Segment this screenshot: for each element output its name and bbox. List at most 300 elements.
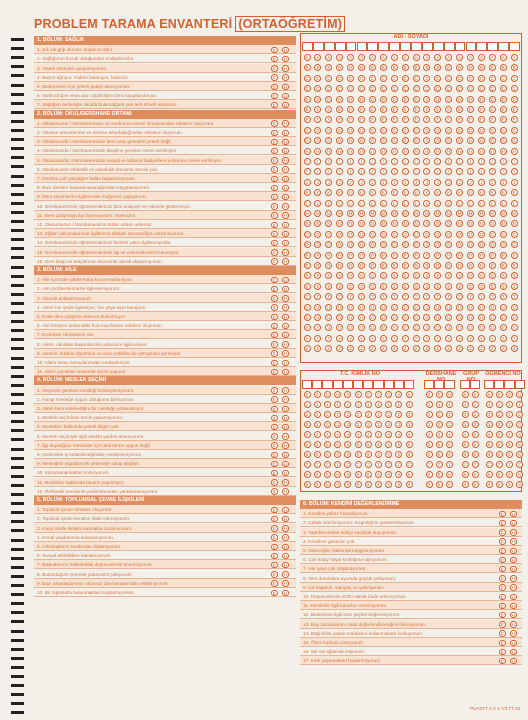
name-letter-bubble[interactable]: V [423, 324, 430, 331]
name-letter-bubble[interactable]: Ü [479, 315, 483, 320]
id-digit-bubble[interactable]: 7 [516, 461, 523, 468]
name-letter-bubble[interactable]: G [348, 127, 353, 133]
id-digit-bubble[interactable]: 2 [406, 411, 413, 418]
answer-bubble-no[interactable]: H [283, 250, 287, 256]
name-letter-bubble[interactable]: K [347, 189, 354, 196]
id-digit-bubble[interactable]: 8 [344, 471, 351, 478]
name-letter-bubble[interactable]: E [423, 106, 430, 113]
name-letter-bubble[interactable]: Z [369, 345, 376, 352]
name-letter-bubble[interactable]: D [512, 96, 516, 102]
name-letter-bubble[interactable]: S [336, 272, 343, 279]
id-digit-bubble[interactable]: 9 [516, 481, 523, 488]
name-letter-bubble[interactable]: A [467, 54, 474, 61]
id-write-box[interactable] [515, 380, 525, 389]
id-digit-bubble[interactable]: 2 [375, 411, 382, 418]
name-letter-bubble[interactable]: C [381, 75, 385, 81]
name-letter-bubble[interactable]: Ğ [425, 138, 429, 144]
name-letter-bubble[interactable]: Ş [478, 283, 485, 290]
name-letter-bubble[interactable]: F [434, 116, 441, 123]
name-letter-bubble[interactable]: O [381, 231, 385, 237]
answer-bubble-yes[interactable]: E [272, 286, 276, 292]
name-letter-bubble[interactable]: B [478, 64, 485, 71]
id-digit-bubble[interactable]: 0 [486, 391, 493, 398]
id-digit-bubble[interactable]: 0 [385, 391, 392, 398]
name-letter-bubble[interactable]: Ö [403, 242, 407, 248]
name-letter-bubble[interactable]: İ [358, 168, 365, 175]
name-letter-bubble[interactable]: M [316, 211, 320, 216]
name-letter-bubble[interactable]: T [347, 293, 354, 300]
id-digit-bubble[interactable]: 3 [436, 421, 443, 428]
id-digit-bubble[interactable]: 0 [436, 391, 443, 398]
id-digit-bubble[interactable]: 5 [506, 441, 513, 448]
name-letter-bubble[interactable]: M [457, 211, 462, 216]
answer-bubble-no[interactable]: H [511, 520, 515, 526]
name-letter-bubble[interactable]: L [325, 200, 332, 207]
id-digit-bubble[interactable]: 9 [365, 481, 372, 488]
answer-bubble-yes[interactable]: E [272, 415, 276, 421]
name-write-box[interactable] [444, 42, 455, 51]
name-letter-bubble[interactable]: Z [325, 345, 332, 352]
id-digit-bubble[interactable]: 3 [314, 421, 321, 428]
name-letter-bubble[interactable]: B [304, 64, 311, 71]
name-letter-bubble[interactable]: Ğ [305, 138, 309, 144]
id-digit-bubble[interactable]: 3 [355, 421, 362, 428]
answer-bubble-yes[interactable]: E [272, 66, 276, 72]
id-digit-bubble[interactable]: 9 [344, 481, 351, 488]
answer-bubble-yes[interactable]: E [500, 576, 504, 582]
name-letter-bubble[interactable]: G [425, 127, 429, 133]
answer-bubble-no[interactable]: H [283, 397, 287, 403]
answer-bubble-yes[interactable]: E [272, 47, 276, 53]
id-write-box[interactable] [373, 380, 383, 389]
name-letter-bubble[interactable]: N [512, 221, 516, 227]
name-letter-bubble[interactable]: E [500, 106, 507, 113]
name-letter-bubble[interactable]: G [392, 127, 396, 133]
name-letter-bubble[interactable]: Y [336, 335, 343, 342]
name-letter-bubble[interactable]: Ğ [316, 138, 320, 144]
name-letter-bubble[interactable]: U [381, 304, 385, 310]
name-letter-bubble[interactable]: G [447, 127, 451, 133]
name-letter-bubble[interactable]: V [456, 324, 463, 331]
name-letter-bubble[interactable]: A [445, 54, 452, 61]
name-write-box[interactable] [357, 42, 368, 51]
name-letter-bubble[interactable]: Ö [490, 242, 494, 248]
name-letter-bubble[interactable]: O [479, 231, 484, 237]
name-letter-bubble[interactable]: S [314, 272, 321, 279]
name-letter-bubble[interactable]: V [467, 324, 474, 331]
name-letter-bubble[interactable]: H [381, 148, 385, 154]
id-digit-bubble[interactable]: 4 [344, 431, 351, 438]
id-digit-bubble[interactable]: 2 [395, 411, 402, 418]
name-letter-bubble[interactable]: D [468, 96, 473, 102]
answer-bubble-no[interactable]: H [283, 296, 287, 302]
name-letter-bubble[interactable]: Ş [369, 283, 376, 290]
name-letter-bubble[interactable]: I [391, 158, 398, 165]
answer-bubble-no[interactable]: H [283, 167, 287, 173]
name-letter-bubble[interactable]: P [325, 252, 332, 259]
id-write-box[interactable] [404, 380, 414, 389]
name-letter-bubble[interactable]: Y [358, 335, 365, 342]
name-letter-bubble[interactable]: Z [467, 345, 474, 352]
name-letter-bubble[interactable]: G [403, 127, 407, 133]
id-digit-bubble[interactable]: 9 [472, 481, 479, 488]
name-letter-bubble[interactable]: K [467, 189, 474, 196]
name-letter-bubble[interactable]: J [456, 179, 463, 186]
name-letter-bubble[interactable]: D [370, 96, 374, 102]
name-letter-bubble[interactable]: S [358, 272, 365, 279]
name-letter-bubble[interactable]: Ğ [381, 138, 385, 144]
id-write-box[interactable] [363, 380, 373, 389]
name-letter-bubble[interactable]: B [347, 64, 354, 71]
id-digit-bubble[interactable]: 2 [355, 411, 362, 418]
name-letter-bubble[interactable]: Ğ [436, 138, 440, 144]
answer-bubble-yes[interactable]: E [500, 594, 504, 600]
name-letter-bubble[interactable]: U [370, 304, 374, 310]
answer-bubble-yes[interactable]: E [272, 406, 276, 412]
answer-bubble-yes[interactable]: E [500, 566, 504, 572]
name-write-box[interactable] [455, 42, 466, 51]
name-letter-bubble[interactable]: U [458, 304, 462, 310]
answer-bubble-yes[interactable]: E [272, 535, 276, 541]
name-letter-bubble[interactable]: M [381, 211, 386, 216]
name-letter-bubble[interactable]: V [434, 324, 441, 331]
name-letter-bubble[interactable]: T [511, 293, 518, 300]
name-letter-bubble[interactable]: Y [434, 335, 441, 342]
id-digit-bubble[interactable]: 8 [324, 471, 331, 478]
name-letter-bubble[interactable]: I [434, 158, 441, 165]
answer-bubble-yes[interactable]: E [272, 139, 276, 145]
id-digit-bubble[interactable]: 5 [462, 441, 469, 448]
name-letter-bubble[interactable]: İ [336, 168, 343, 175]
name-letter-bubble[interactable]: T [456, 293, 463, 300]
name-letter-bubble[interactable]: Ü [338, 315, 342, 320]
id-digit-bubble[interactable]: 0 [395, 391, 402, 398]
id-digit-bubble[interactable]: 3 [334, 421, 341, 428]
name-letter-bubble[interactable]: F [423, 116, 430, 123]
name-letter-bubble[interactable]: Ç [349, 86, 353, 92]
name-letter-bubble[interactable]: Ö [501, 242, 505, 248]
name-write-box[interactable] [313, 42, 324, 51]
name-letter-bubble[interactable]: K [314, 189, 321, 196]
name-letter-bubble[interactable]: K [325, 189, 332, 196]
name-letter-bubble[interactable]: S [434, 272, 441, 279]
name-letter-bubble[interactable]: İ [325, 168, 332, 175]
answer-bubble-no[interactable]: H [283, 194, 287, 200]
name-letter-bubble[interactable]: M [403, 211, 407, 216]
name-letter-bubble[interactable]: O [501, 231, 505, 237]
name-letter-bubble[interactable]: G [305, 127, 309, 133]
answer-bubble-yes[interactable]: E [272, 176, 276, 182]
name-letter-bubble[interactable]: Ğ [392, 138, 396, 144]
id-digit-bubble[interactable]: 7 [395, 461, 402, 468]
name-letter-bubble[interactable]: U [349, 304, 353, 310]
name-letter-bubble[interactable]: C [349, 75, 353, 81]
answer-bubble-yes[interactable]: E [500, 585, 504, 591]
id-digit-bubble[interactable]: 8 [334, 471, 341, 478]
name-letter-bubble[interactable]: D [414, 96, 418, 102]
name-letter-bubble[interactable]: Ü [414, 315, 418, 320]
name-letter-bubble[interactable]: H [338, 148, 342, 154]
id-digit-bubble[interactable]: 1 [385, 401, 392, 408]
name-write-box[interactable] [411, 42, 422, 51]
name-letter-bubble[interactable]: U [338, 304, 342, 310]
name-write-box[interactable] [302, 42, 313, 51]
name-letter-bubble[interactable]: Ü [370, 315, 374, 320]
name-letter-bubble[interactable]: Y [423, 335, 430, 342]
name-write-box[interactable] [509, 42, 520, 51]
name-letter-bubble[interactable]: Z [413, 345, 420, 352]
name-letter-bubble[interactable]: U [468, 304, 473, 310]
answer-bubble-no[interactable]: H [283, 259, 287, 265]
name-letter-bubble[interactable]: P [445, 252, 452, 259]
name-write-box[interactable] [335, 42, 346, 51]
name-write-box[interactable] [498, 42, 509, 51]
name-letter-bubble[interactable]: U [479, 304, 483, 310]
answer-bubble-no[interactable]: H [283, 286, 287, 292]
name-letter-bubble[interactable]: P [467, 252, 474, 259]
name-letter-bubble[interactable]: T [402, 293, 409, 300]
name-letter-bubble[interactable]: Ü [403, 315, 407, 320]
name-letter-bubble[interactable]: V [489, 324, 496, 331]
id-digit-bubble[interactable]: 4 [395, 431, 402, 438]
id-digit-bubble[interactable]: 4 [506, 431, 513, 438]
id-digit-bubble[interactable]: 9 [395, 481, 402, 488]
name-letter-bubble[interactable]: M [327, 211, 331, 216]
answer-bubble-no[interactable]: H [511, 649, 515, 655]
name-letter-bubble[interactable]: A [304, 54, 311, 61]
name-letter-bubble[interactable]: Ş [434, 283, 441, 290]
name-letter-bubble[interactable]: F [304, 116, 311, 123]
id-digit-bubble[interactable]: 9 [462, 481, 469, 488]
name-letter-bubble[interactable]: A [369, 54, 376, 61]
name-letter-bubble[interactable]: S [445, 272, 452, 279]
id-write-box[interactable] [384, 380, 394, 389]
id-digit-bubble[interactable]: 5 [406, 441, 413, 448]
id-digit-bubble[interactable]: 1 [304, 401, 311, 408]
id-digit-bubble[interactable]: 4 [472, 431, 479, 438]
id-digit-bubble[interactable]: 7 [406, 461, 413, 468]
name-letter-bubble[interactable]: B [358, 64, 365, 71]
answer-bubble-no[interactable]: H [283, 590, 287, 596]
id-digit-bubble[interactable]: 4 [304, 431, 311, 438]
name-letter-bubble[interactable]: V [478, 324, 485, 331]
answer-bubble-yes[interactable]: E [500, 612, 504, 618]
name-letter-bubble[interactable]: E [434, 106, 441, 113]
name-letter-bubble[interactable]: D [381, 96, 385, 102]
name-letter-bubble[interactable]: E [402, 106, 409, 113]
name-letter-bubble[interactable]: L [369, 200, 376, 207]
id-digit-bubble[interactable]: 7 [486, 461, 493, 468]
name-letter-bubble[interactable]: F [500, 116, 507, 123]
name-letter-bubble[interactable]: İ [314, 168, 321, 175]
answer-bubble-yes[interactable]: E [500, 511, 504, 517]
name-write-box[interactable] [367, 42, 378, 51]
id-digit-bubble[interactable]: 9 [496, 481, 503, 488]
answer-bubble-yes[interactable]: E [272, 231, 276, 237]
name-letter-bubble[interactable]: U [305, 304, 309, 310]
name-letter-bubble[interactable]: R [425, 263, 429, 268]
name-letter-bubble[interactable]: J [402, 179, 409, 186]
answer-bubble-no[interactable]: H [283, 470, 287, 476]
name-letter-bubble[interactable]: B [402, 64, 409, 71]
answer-bubble-no[interactable]: H [511, 548, 515, 554]
name-letter-bubble[interactable]: J [336, 179, 343, 186]
name-letter-bubble[interactable]: M [337, 211, 342, 216]
answer-bubble-yes[interactable]: E [272, 259, 276, 265]
name-letter-bubble[interactable]: D [392, 96, 396, 102]
name-letter-bubble[interactable]: P [347, 252, 354, 259]
name-letter-bubble[interactable]: Z [380, 345, 387, 352]
name-letter-bubble[interactable]: Ş [325, 283, 332, 290]
id-digit-bubble[interactable]: 5 [426, 441, 433, 448]
name-letter-bubble[interactable]: V [347, 324, 354, 331]
name-letter-bubble[interactable]: H [512, 148, 516, 154]
id-digit-bubble[interactable]: 8 [436, 471, 443, 478]
name-letter-bubble[interactable]: B [413, 64, 420, 71]
id-digit-bubble[interactable]: 0 [506, 391, 513, 398]
name-letter-bubble[interactable]: N [468, 221, 473, 227]
name-letter-bubble[interactable]: Ö [457, 242, 462, 248]
name-letter-bubble[interactable]: F [336, 116, 343, 123]
name-letter-bubble[interactable]: İ [511, 168, 518, 175]
id-digit-bubble[interactable]: 0 [314, 391, 321, 398]
name-letter-bubble[interactable]: Ş [456, 283, 463, 290]
name-letter-bubble[interactable]: R [458, 263, 462, 268]
name-letter-bubble[interactable]: C [468, 75, 473, 81]
name-letter-bubble[interactable]: H [414, 148, 418, 154]
name-letter-bubble[interactable]: P [423, 252, 430, 259]
answer-bubble-yes[interactable]: E [272, 250, 276, 256]
name-letter-bubble[interactable]: K [304, 189, 311, 196]
name-letter-bubble[interactable]: I [456, 158, 463, 165]
name-letter-bubble[interactable]: P [391, 252, 398, 259]
id-digit-bubble[interactable]: 2 [365, 411, 372, 418]
name-letter-bubble[interactable]: İ [445, 168, 452, 175]
answer-bubble-yes[interactable]: E [272, 130, 276, 136]
name-letter-bubble[interactable]: F [358, 116, 365, 123]
name-letter-bubble[interactable]: N [425, 221, 429, 227]
id-digit-bubble[interactable]: 6 [324, 451, 331, 458]
name-letter-bubble[interactable]: Ş [391, 283, 398, 290]
id-digit-bubble[interactable]: 9 [375, 481, 382, 488]
id-digit-bubble[interactable]: 3 [516, 421, 523, 428]
id-digit-bubble[interactable]: 9 [314, 481, 321, 488]
name-letter-bubble[interactable]: H [370, 148, 374, 154]
answer-bubble-no[interactable]: H [511, 511, 515, 517]
name-letter-bubble[interactable]: A [478, 54, 485, 61]
id-digit-bubble[interactable]: 5 [314, 441, 321, 448]
answer-bubble-no[interactable]: H [283, 434, 287, 440]
name-letter-bubble[interactable]: T [478, 293, 485, 300]
name-letter-bubble[interactable]: I [358, 158, 365, 165]
name-letter-bubble[interactable]: R [338, 263, 342, 268]
id-digit-bubble[interactable]: 6 [395, 451, 402, 458]
id-digit-bubble[interactable]: 1 [496, 401, 503, 408]
name-letter-bubble[interactable]: Ö [338, 242, 342, 248]
name-letter-bubble[interactable]: İ [369, 168, 376, 175]
answer-bubble-yes[interactable]: E [500, 640, 504, 646]
answer-bubble-no[interactable]: H [283, 461, 287, 467]
name-letter-bubble[interactable]: T [336, 293, 343, 300]
id-digit-bubble[interactable]: 6 [375, 451, 382, 458]
name-letter-bubble[interactable]: N [370, 221, 374, 227]
id-digit-bubble[interactable]: 5 [385, 441, 392, 448]
answer-bubble-yes[interactable]: E [272, 75, 276, 81]
answer-bubble-no[interactable]: H [283, 452, 287, 458]
id-digit-bubble[interactable]: 4 [385, 431, 392, 438]
id-digit-bubble[interactable]: 8 [314, 471, 321, 478]
answer-bubble-no[interactable]: H [283, 121, 287, 127]
id-digit-bubble[interactable]: 1 [395, 401, 402, 408]
name-letter-bubble[interactable]: O [359, 231, 364, 237]
name-letter-bubble[interactable]: N [403, 221, 407, 227]
answer-bubble-no[interactable]: H [283, 332, 287, 338]
name-letter-bubble[interactable]: Ü [458, 315, 462, 320]
answer-bubble-yes[interactable]: E [272, 213, 276, 219]
id-digit-bubble[interactable]: 6 [314, 451, 321, 458]
name-letter-bubble[interactable]: D [458, 96, 462, 102]
name-letter-bubble[interactable]: O [425, 231, 429, 237]
name-letter-bubble[interactable]: Ö [381, 242, 385, 248]
name-letter-bubble[interactable]: N [316, 221, 320, 227]
answer-bubble-yes[interactable]: E [272, 424, 276, 430]
name-letter-bubble[interactable]: U [425, 304, 429, 310]
id-digit-bubble[interactable]: 6 [486, 451, 493, 458]
name-letter-bubble[interactable]: I [369, 158, 376, 165]
name-write-box[interactable] [400, 42, 411, 51]
name-letter-bubble[interactable]: Z [489, 345, 496, 352]
name-letter-bubble[interactable]: V [380, 324, 387, 331]
name-letter-bubble[interactable]: Y [500, 335, 507, 342]
name-letter-bubble[interactable]: I [304, 158, 311, 165]
answer-bubble-yes[interactable]: E [272, 369, 276, 375]
name-letter-bubble[interactable]: N [414, 221, 418, 227]
name-letter-bubble[interactable]: R [512, 263, 516, 268]
answer-bubble-yes[interactable]: E [500, 548, 504, 554]
id-digit-bubble[interactable]: 2 [496, 411, 503, 418]
id-digit-bubble[interactable]: 6 [344, 451, 351, 458]
name-letter-bubble[interactable]: R [316, 263, 320, 268]
id-digit-bubble[interactable]: 8 [395, 471, 402, 478]
name-letter-bubble[interactable]: Ü [436, 315, 440, 320]
name-letter-bubble[interactable]: P [478, 252, 485, 259]
id-digit-bubble[interactable]: 7 [426, 461, 433, 468]
answer-bubble-no[interactable]: H [283, 47, 287, 53]
answer-bubble-yes[interactable]: E [272, 296, 276, 302]
name-letter-bubble[interactable]: M [370, 211, 375, 216]
name-letter-bubble[interactable]: Ü [468, 315, 473, 320]
name-letter-bubble[interactable]: H [458, 148, 462, 154]
name-letter-bubble[interactable]: B [445, 64, 452, 71]
name-letter-bubble[interactable]: Y [347, 335, 354, 342]
id-digit-bubble[interactable]: 1 [436, 401, 443, 408]
answer-bubble-yes[interactable]: E [500, 631, 504, 637]
id-digit-bubble[interactable]: 8 [426, 471, 433, 478]
name-write-box[interactable] [466, 42, 477, 51]
name-letter-bubble[interactable]: F [511, 116, 518, 123]
name-letter-bubble[interactable]: C [479, 75, 483, 81]
id-write-box[interactable] [470, 380, 480, 389]
name-letter-bubble[interactable]: K [391, 189, 398, 196]
id-digit-bubble[interactable]: 6 [426, 451, 433, 458]
name-letter-bubble[interactable]: Z [314, 345, 321, 352]
answer-bubble-no[interactable]: H [283, 351, 287, 357]
name-letter-bubble[interactable]: Ç [316, 86, 320, 92]
name-letter-bubble[interactable]: Z [391, 345, 398, 352]
name-letter-bubble[interactable]: O [403, 231, 407, 237]
name-letter-bubble[interactable]: Ş [347, 283, 354, 290]
name-letter-bubble[interactable]: E [369, 106, 376, 113]
